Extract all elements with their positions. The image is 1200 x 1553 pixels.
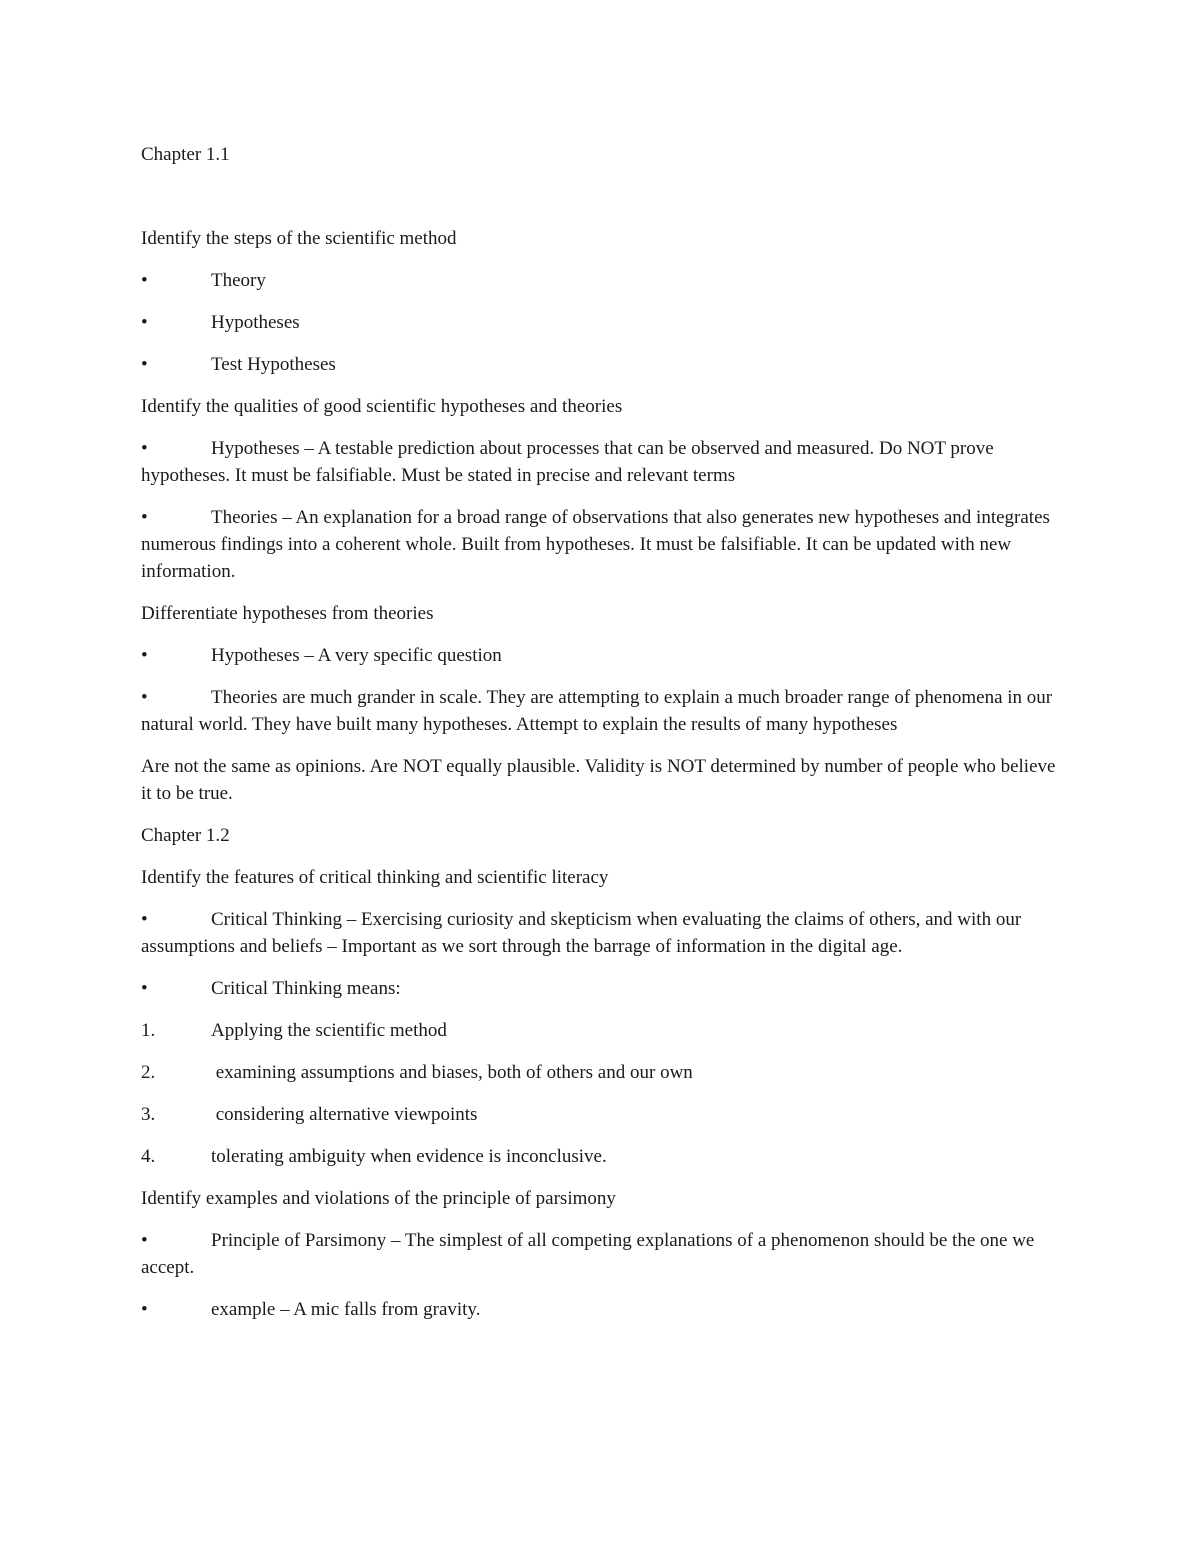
list-item [141,1296,1056,1323]
list-item [141,642,1056,669]
bullet-marker: • [141,909,148,930]
list-item [141,975,1056,1002]
bullet-marker: • [141,507,148,528]
list-item-text: Critical Thinking – Exercising curiosity and skepticism when evaluating the claims of others, and with our assumptions and beliefs – Important as we sort through the barrage of information in the digital age. [141,909,1022,957]
section-prompt: Identify the steps of the scientific method [141,228,457,249]
list-item [141,309,1056,336]
list-item-text: Hypotheses – A very specific question [211,645,502,666]
bullet-list [141,435,1056,585]
bullet-marker: • [141,645,148,666]
bullet-marker: • [141,438,148,459]
bullet-marker: • [141,687,148,708]
list-item-text: example – A mic falls from gravity. [211,1299,481,1320]
section-prompt: Identify the features of critical thinking and scientific literacy [141,867,609,888]
list-item [141,267,1056,294]
bullet-marker: • [141,354,148,375]
list-item-text: Hypotheses [211,312,300,333]
list-item-text: Critical Thinking means: [211,978,401,999]
list-item-text: Test Hypotheses [211,354,336,375]
bullet-marker: • [141,1230,148,1251]
section-prompt: Identify the qualities of good scientific hypotheses and theories [141,396,623,417]
list-item-text: examining assumptions and biases, both of others and our own [211,1062,693,1083]
list-item [141,684,1056,738]
list-item [141,504,1056,585]
list-item-text: Hypotheses – A testable prediction about processes that can be observed and measured. Do NOT prove hypotheses. It must be falsifiable. Must be stated in precise and relevant terms [141,438,994,486]
body-paragraph: Are not the same as opinions. Are NOT equally plausible. Validity is NOT determined by number of people who believe it to be true. [141,756,1056,804]
list-item-text: Applying the scientific method [211,1020,447,1041]
chapter-heading: Chapter 1.1 [141,144,230,165]
number-marker: 1. [141,1020,156,1041]
number-marker: 3. [141,1104,156,1125]
list-item [141,435,1056,489]
chapter-heading: Chapter 1.2 [141,825,230,846]
list-item-text: tolerating ambiguity when evidence is inconclusive. [211,1146,607,1167]
list-item [141,1017,1056,1044]
section-prompt: Identify examples and violations of the principle of parsimony [141,1188,616,1209]
list-item-text: Theories are much grander in scale. They are attempting to explain a much broader range of phenomena in our natural world. They have built many hypotheses. Attempt to explain the results of many hypotheses [141,687,1053,735]
document-page [141,141,1056,1338]
bullet-marker: • [141,312,148,333]
bullet-list [141,1227,1056,1323]
bullet-list [141,906,1056,1170]
list-item-text: Principle of Parsimony – The simplest of all competing explanations of a phenomenon should be the one we accept. [141,1230,1035,1278]
list-item-text: Theories – An explanation for a broad range of observations that also generates new hypotheses and integrates numerous findings into a coherent whole. Built from hypotheses. It must be falsifiable. It can be updated with new information. [141,507,1050,582]
number-marker: 2. [141,1062,156,1083]
list-item-text: considering alternative viewpoints [211,1104,478,1125]
list-item [141,906,1056,960]
bullet-marker: • [141,978,148,999]
bullet-marker: • [141,1299,148,1320]
list-item [141,351,1056,378]
list-item-text: Theory [211,270,266,291]
list-item [141,1059,1056,1086]
bullet-list [141,642,1056,738]
bullet-marker: • [141,270,148,291]
bullet-list [141,267,1056,378]
section-prompt: Differentiate hypotheses from theories [141,603,434,624]
number-marker: 4. [141,1146,156,1167]
list-item [141,1101,1056,1128]
list-item [141,1143,1056,1170]
list-item [141,1227,1056,1281]
